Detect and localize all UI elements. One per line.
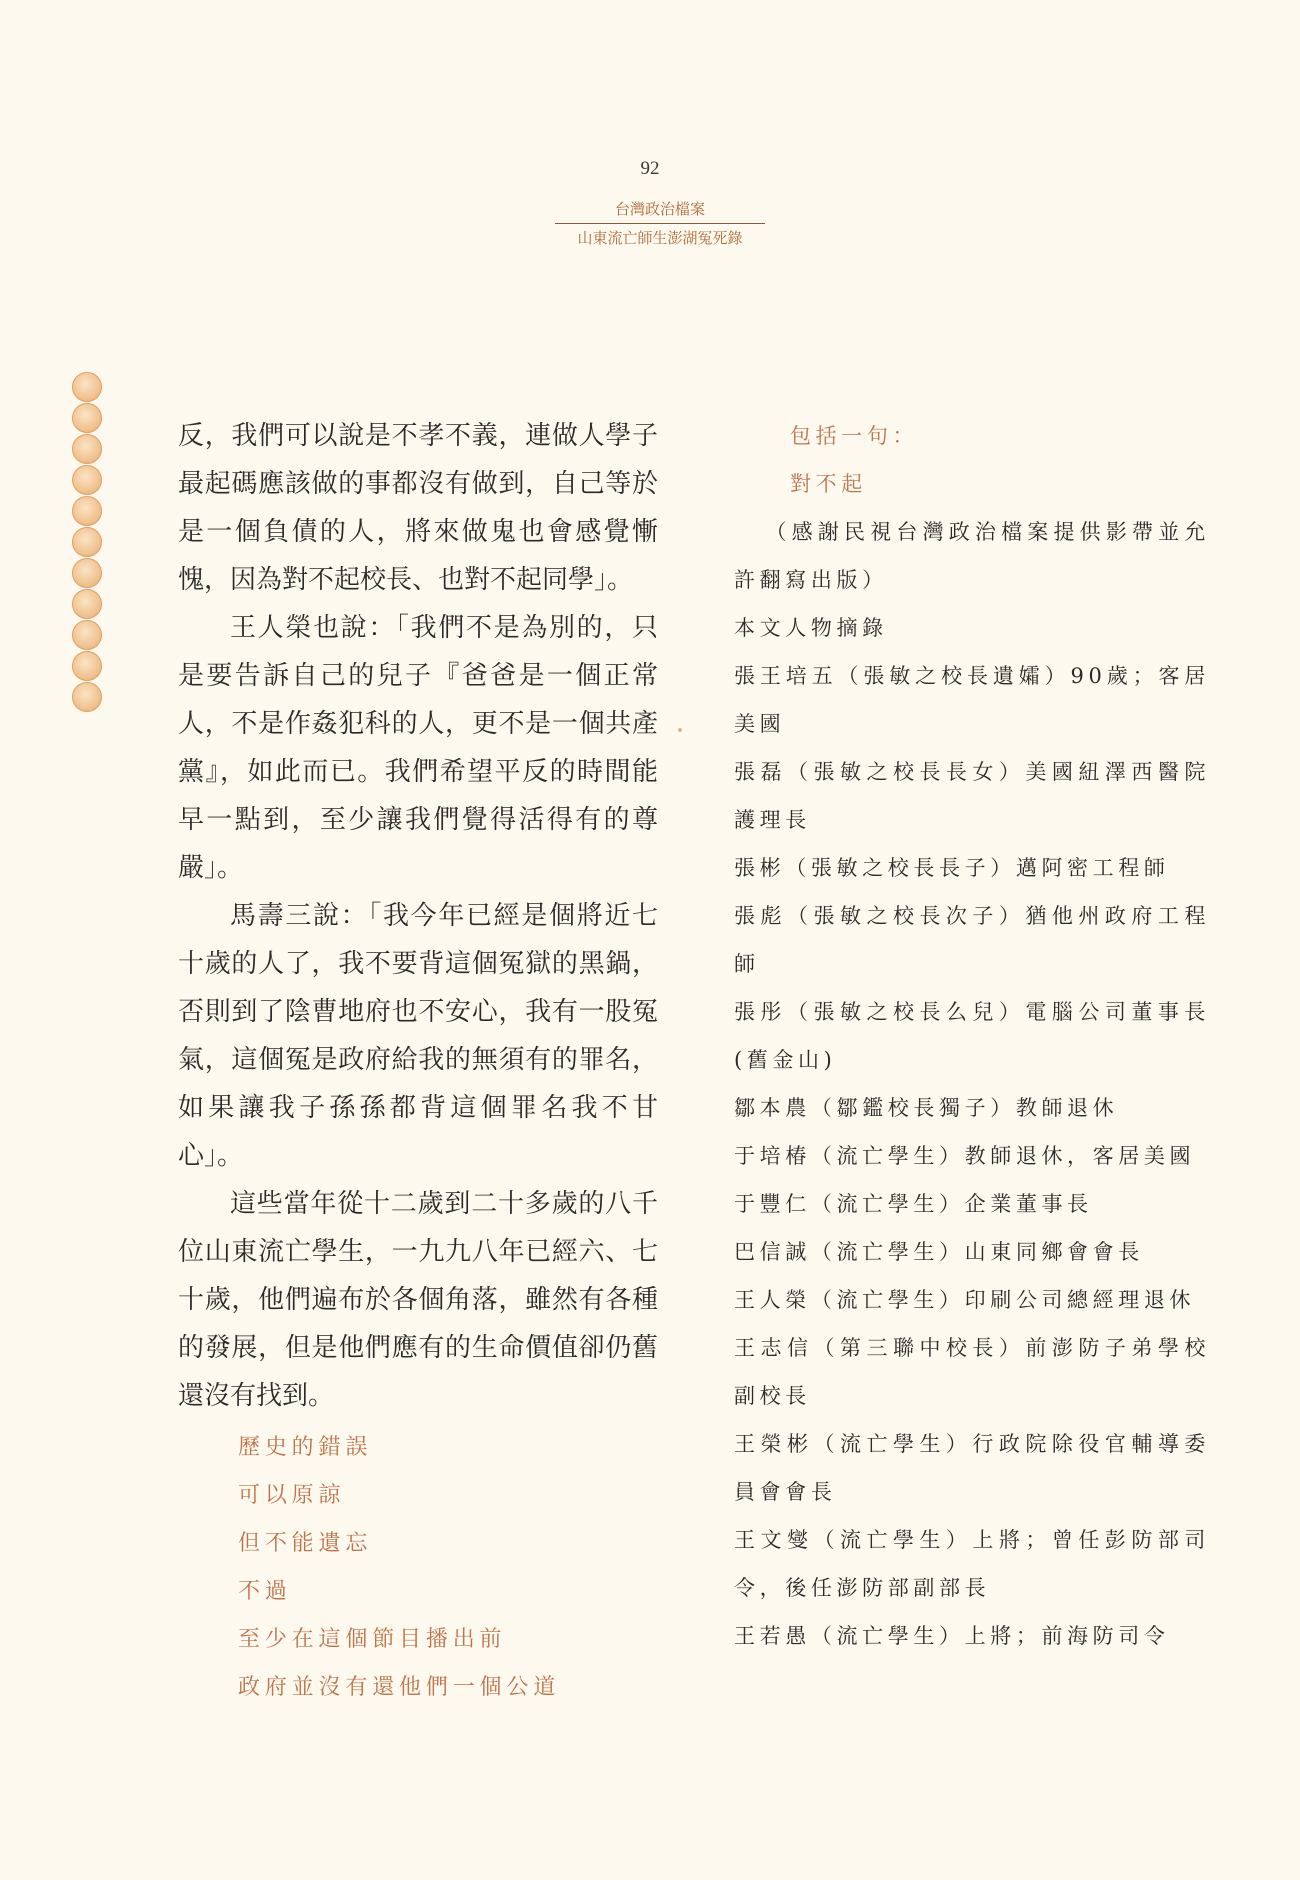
bead-icon: [72, 620, 102, 650]
running-header: [555, 198, 765, 249]
right-column-text: [734, 412, 1210, 1660]
person-entry: 張彤（張敏之校長么兒）電腦公司董事長(舊金山): [734, 1000, 1210, 1072]
header-book-title: 山東流亡師生澎湖冤死錄: [577, 229, 743, 247]
person-entry: 張彬（張敏之校長長子）邁阿密工程師: [734, 856, 1170, 880]
page-number: 92: [640, 158, 660, 179]
body-paragraph: 王人榮也說：「我們不是為別的，只是要告訴自己的兒子『爸爸是一個正常人，不是作姦犯科的人，更不是一個共產黨』，如此而已。我們希望平反的時間能早一點到，至少讓我們覺得活得有的尊嚴」。: [178, 613, 658, 883]
bead-icon: [72, 496, 102, 526]
body-paragraph: 這些當年從十二歲到二十多歲的八千位山東流亡學生，一九九八年已經六、七十歲，他們遍布於各個角落，雖然有各種的發展，但是他們應有的生命價值卻仍舊還沒有找到。: [178, 1189, 658, 1411]
bead-icon: [72, 651, 102, 681]
body-paragraph: 反，我們可以說是不孝不義，連做人學子最起碼應該做的事都沒有做到，自己等於是一個負債的人，將來做鬼也會感覺慚愧，因為對不起校長、也對不起同學」。: [178, 421, 658, 595]
bead-icon: [72, 372, 102, 402]
header-series-title: 台灣政治檔案: [555, 198, 765, 224]
person-entry: 王文燮（流亡學生）上將；曾任彭防部司令，後任澎防部副部長: [734, 1528, 1210, 1600]
person-entry: 鄒本農（鄒鑑校長獨子）教師退休: [734, 1096, 1119, 1120]
poem-line: 政府並沒有還他們一個公道: [238, 1675, 561, 1700]
decorative-dot: [678, 728, 682, 732]
bead-icon: [72, 527, 102, 557]
right-poem-line-2: 對不起: [790, 472, 867, 496]
person-entry: 張磊（張敏之校長長女）美國紐澤西醫院護理長: [734, 760, 1210, 832]
right-poem-line-1: 包括一句：: [790, 424, 919, 448]
person-entry: 于豐仁（流亡學生）企業董事長: [734, 1192, 1093, 1216]
bead-icon: [72, 434, 102, 464]
poem-line: 歷史的錯誤: [238, 1435, 373, 1460]
person-entry: 張彪（張敏之校長次子）猶他州政府工程師: [734, 904, 1210, 976]
person-entry: 王人榮（流亡學生）印刷公司總經理退休: [734, 1288, 1196, 1312]
poem-line: 可以原諒: [238, 1483, 346, 1508]
body-paragraph: 馬壽三說：「我今年已經是個將近七十歲的人了，我不要背這個冤獄的黑鍋，否則到了陰曹地府也不安心，我有一股冤氣，這個冤是政府給我的無須有的罪名，如果讓我子孫孫都背這個罪名我不甘心」。: [178, 901, 658, 1171]
people-list: [734, 652, 1210, 1660]
credit-note: （感謝民視台灣政治檔案提供影帶並允許翻寫出版）: [734, 520, 1210, 592]
person-entry: 王志信（第三聯中校長）前澎防子弟學校副校長: [734, 1336, 1210, 1408]
poem-line: 但不能遺忘: [238, 1531, 373, 1556]
person-entry: 王若愚（流亡學生）上將；前海防司令: [734, 1624, 1170, 1648]
bead-icon: [72, 465, 102, 495]
bead-icon: [72, 558, 102, 588]
people-list-title: 本文人物摘錄: [734, 616, 888, 640]
left-column-text: [178, 412, 658, 1420]
person-entry: 張王培五（張敏之校長遺孀）90歲；客居美國: [734, 664, 1210, 736]
bead-icon: [72, 403, 102, 433]
poem-line: 不過: [238, 1579, 292, 1604]
person-entry: 巴信誠（流亡學生）山東同鄉會會長: [734, 1240, 1144, 1264]
left-poem: [238, 1424, 658, 1712]
person-entry: 于培椿（流亡學生）教師退休，客居美國: [734, 1144, 1196, 1168]
poem-line: 至少在這個節目播出前: [238, 1627, 507, 1652]
decorative-bead-border: [72, 372, 110, 713]
bead-icon: [72, 589, 102, 619]
person-entry: 王榮彬（流亡學生）行政院除役官輔導委員會會長: [734, 1432, 1210, 1504]
bead-icon: [72, 682, 102, 712]
